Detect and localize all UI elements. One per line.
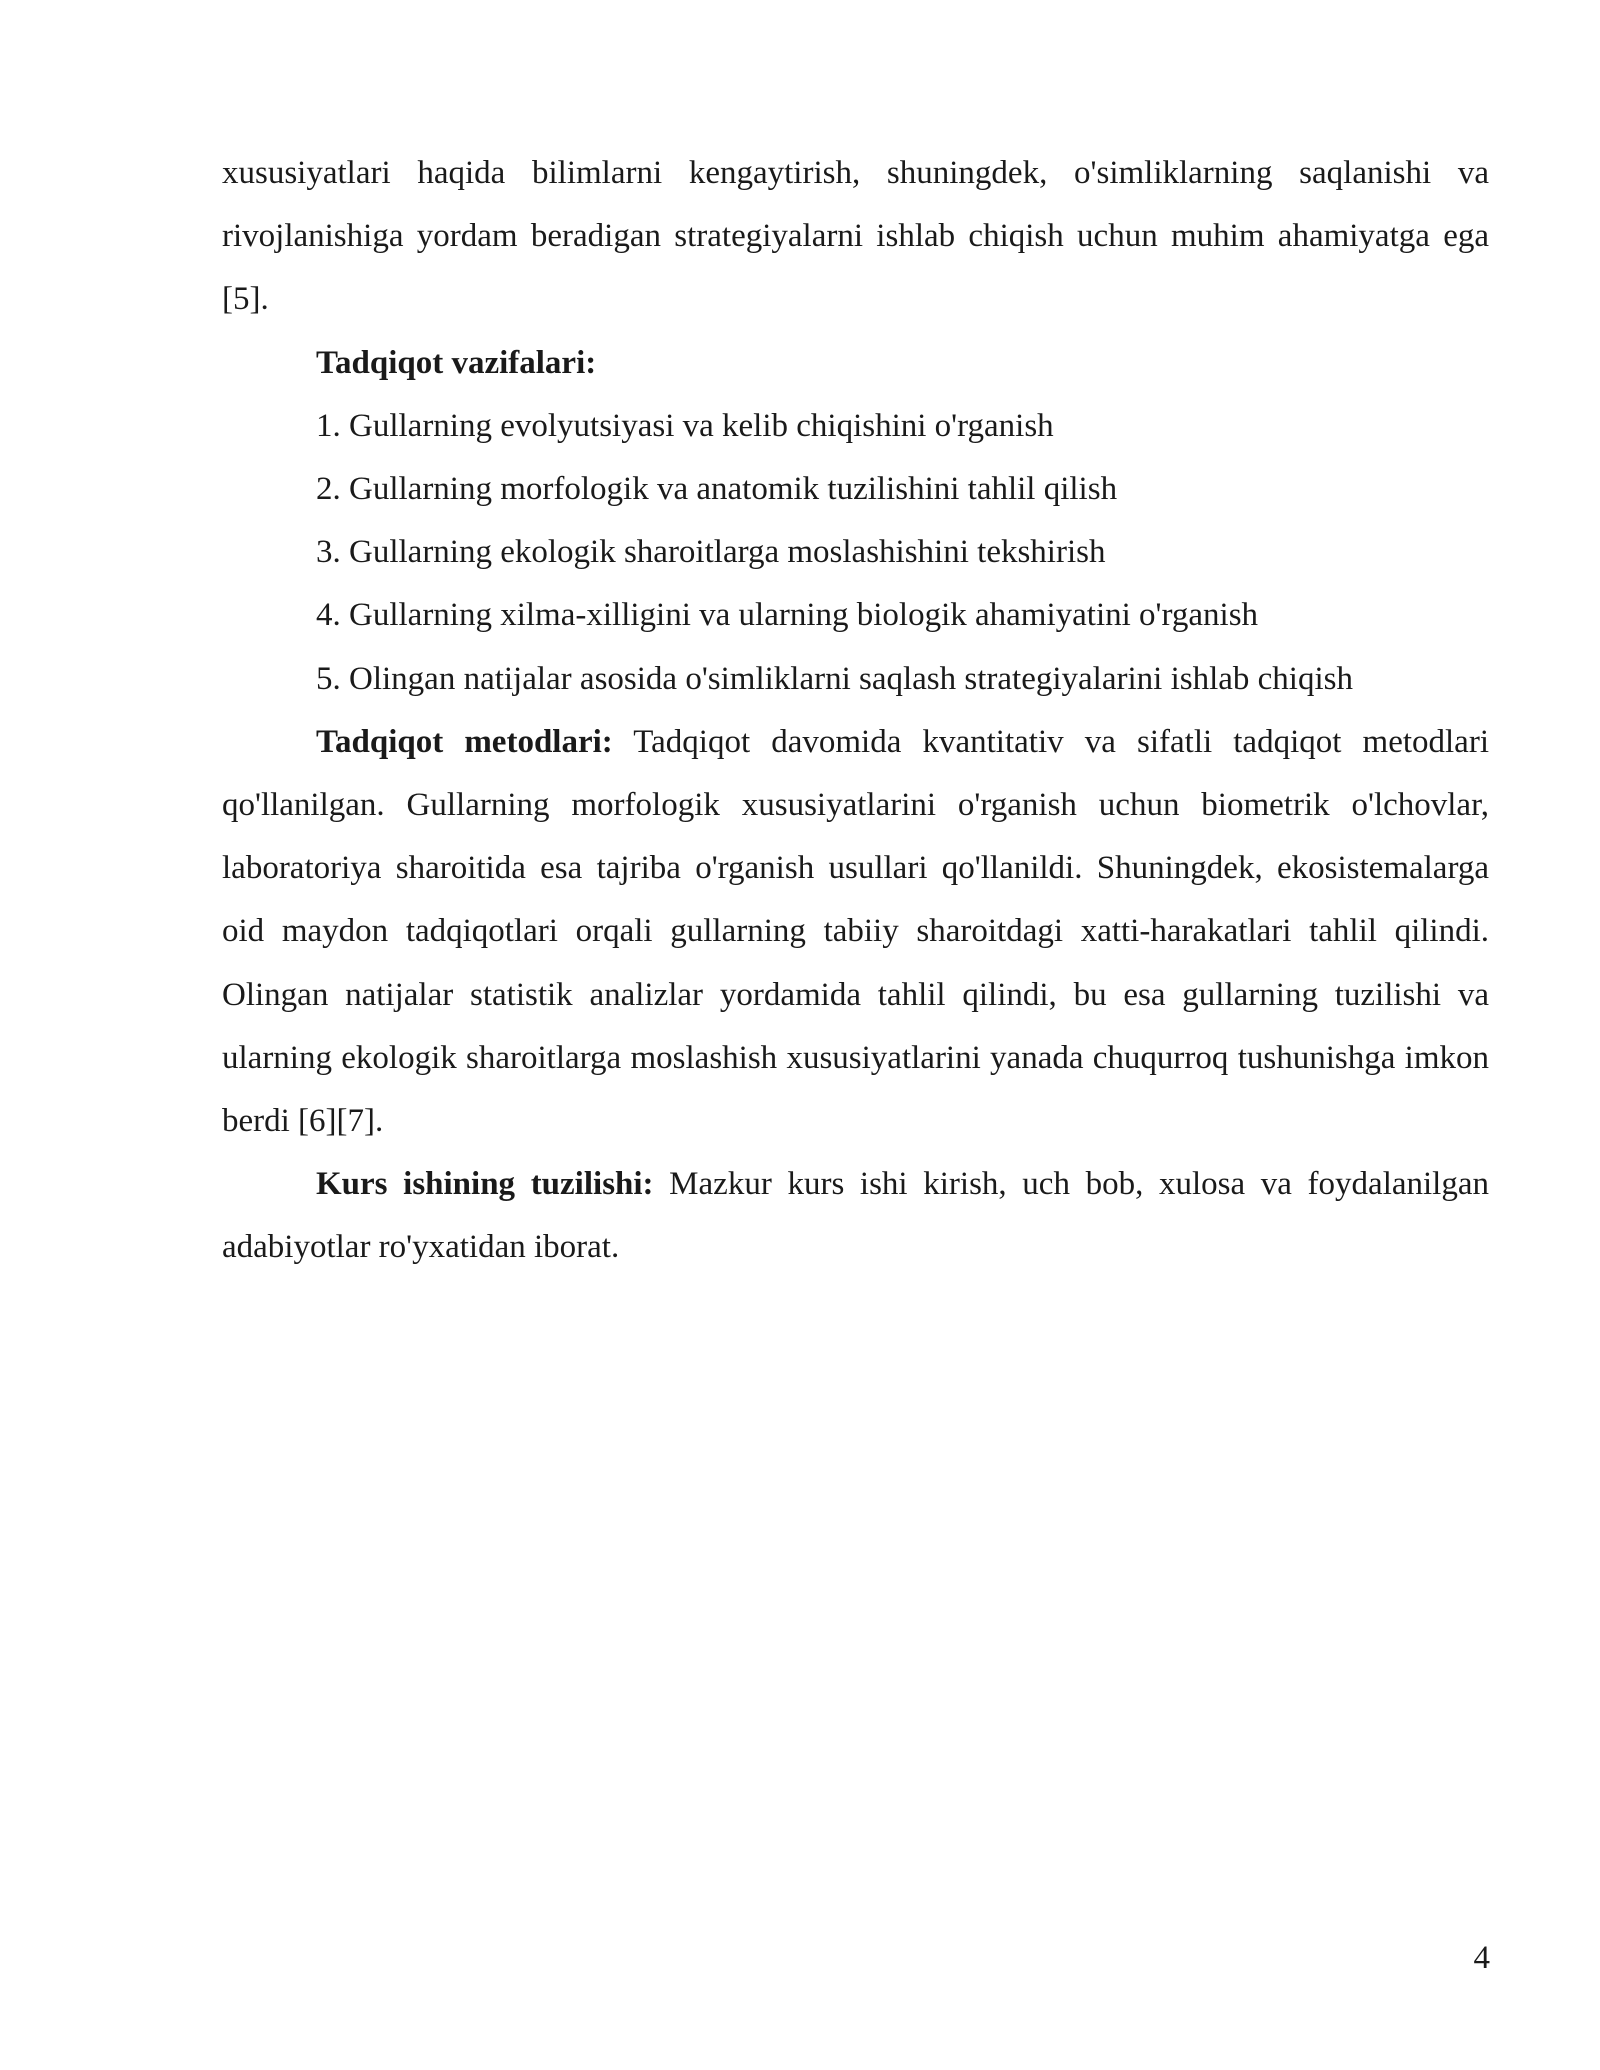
page-number: 4 [1473,1940,1490,1976]
document-body [222,142,1489,1280]
methods-text: Tadqiqot davomida kvantitativ va sifatli tadqiqot metodlari qo'llanilgan. Gullarning morfologik xususiyatlarini o'rganish uchun biometrik o'lchovlar, laboratoriya sharoitida esa tajriba o'rganish usullari qo'llanildi. Shuningdek, ekosistemalarga oid maydon tadqiqotlari orqali gullarning tabiiy sharoitdagi xatti-harakatlari tahlil qilindi. Olingan natijalar statistik analizlar yordamida tahlil qilindi, bu esa gullarning tuzilishi va ularning ekologik sharoitlarga moslashish xususiyatlarini yanada chuqurroq tushunishga imkon berdi [6][7]. [222,723,1489,1140]
task-list-item: 1. Gullarning evolyutsiyasi va kelib chiqishini o'rganish [316,407,1054,444]
structure-paragraph [222,1153,1489,1279]
task-list-item: 4. Gullarning xilma-xilligini va ularning biologik ahamiyatini o'rganish [316,597,1259,634]
tasks-heading-paragraph [222,332,1489,395]
task-list-item: 3. Gullarning ekologik sharoitlarga moslashishini tekshirish [316,534,1106,571]
tasks-heading: Tadqiqot vazifalari: [316,344,597,381]
structure-heading: Kurs ishining tuzilishi: [316,1166,654,1203]
structure-text: Mazkur kurs ishi kirish, uch bob, xulosa va foydalanilgan adabiyotlar ro'yxatidan iborat. [222,1166,1489,1266]
methods-paragraph [222,711,1489,1153]
task-list-item: 2. Gullarning morfologik va anatomik tuzilishini tahlil qilish [316,471,1118,508]
task-list-item: 5. Olingan natijalar asosida o'simliklarni saqlash strategiyalarini ishlab chiqish [316,660,1353,697]
intro-paragraph: xususiyatlari haqida bilimlarni kengaytirish, shuningdek, o'simliklarning saqlanishi va rivojlanishiga yordam beradigan strategiyalarni ishlab chiqish uchun muhim ahamiyatga ega [5]. [222,155,1489,318]
methods-heading: Tadqiqot metodlari: [316,723,613,760]
